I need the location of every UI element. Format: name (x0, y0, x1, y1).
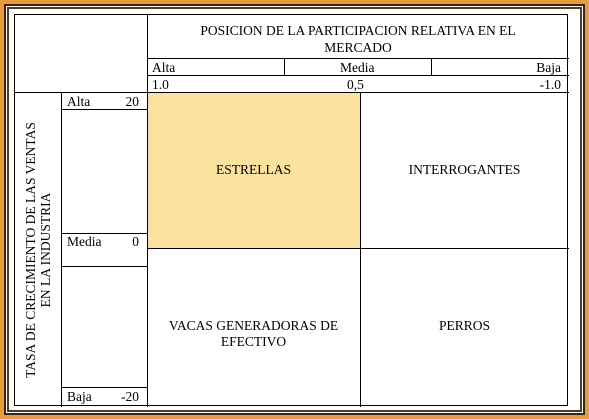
side-label-high: Alta (67, 94, 91, 109)
side-value-medium: 0 (132, 234, 139, 249)
side-title-line2: EN LA INDUSTRIA (38, 192, 53, 308)
side-value-high: 20 (125, 94, 139, 109)
side-label-low: Baja (67, 389, 92, 404)
quadrant-question-marks-label: INTERROGANTES (408, 162, 521, 177)
quadrant-dogs-label: PERROS (438, 318, 491, 333)
side-value-low: -20 (121, 389, 139, 404)
header-value-low: -1.0 (539, 77, 561, 92)
header-value-medium: 0,5 (347, 77, 364, 92)
side-label-medium: Media (67, 234, 102, 249)
quadrant-cash-cows-label-line2: EFECTIVO (220, 334, 287, 349)
header-label-medium: Media (340, 60, 375, 75)
header-value-high: 1.0 (152, 77, 169, 92)
header-title-line2: MERCADO (324, 40, 392, 55)
quadrant-stars-label: ESTRELLAS (215, 162, 291, 177)
header-label-low: Baja (536, 60, 561, 75)
bcg-matrix (14, 14, 568, 406)
side-title-line1: TASA DE CRECIMIENTO DE LAS VENTAS (23, 122, 38, 378)
quadrant-cash-cows-label-line1: VACAS GENERADORAS DE (168, 318, 339, 333)
header-title-line1: POSICION DE LA PARTICIPACION RELATIVA EN EL (200, 23, 516, 38)
side-title (15, 93, 61, 407)
header-label-high: Alta (152, 60, 176, 75)
